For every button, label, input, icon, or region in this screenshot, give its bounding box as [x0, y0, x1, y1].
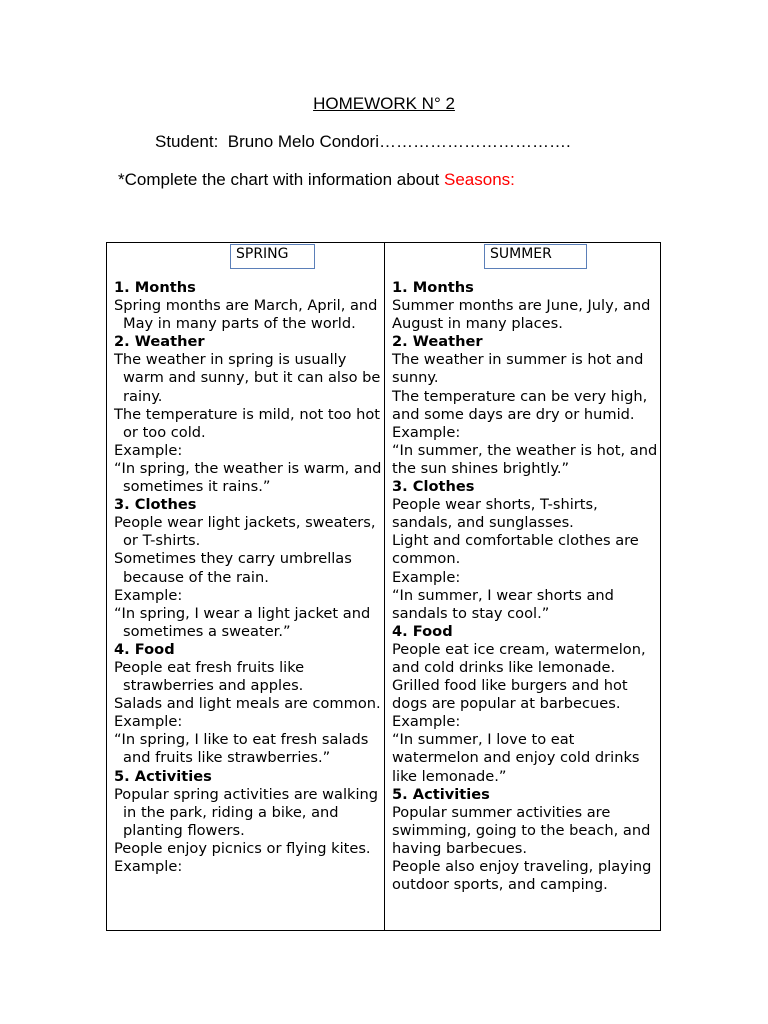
summer-weather-example-label: Example: [392, 423, 461, 441]
summer-activities-text: Popular summer activities are swimming, going to the beach, and having barbecues. [392, 803, 651, 857]
summer-clothes-example: “In summer, I wear shorts and sandals to stay cool.” [392, 586, 614, 622]
summer-months-text: Summer months are June, July, and August in many places. [392, 297, 651, 333]
spring-weather-text2: The temperature is mild, not too hot or too cold. [114, 405, 380, 441]
summer-label: SUMMER [484, 244, 587, 269]
student-name: Bruno Melo Condori [227, 132, 379, 151]
summer-food-text2: Grilled food like burgers and hot dogs are popular at barbecues. [392, 677, 628, 713]
summer-months-head: 1. Months [392, 279, 474, 296]
spring-months-head: 1. Months [114, 279, 196, 296]
spring-clothes-text: People wear light jackets, sweaters, or T-shirts. [114, 514, 376, 550]
summer-content [392, 279, 658, 894]
spring-activities-text: Popular spring activities are walking in the park, riding a bike, and planting flowers. [114, 785, 379, 839]
spring-weather-text: The weather in spring is usually warm and sunny, but it can also be rainy. [114, 351, 381, 405]
spring-column [107, 243, 385, 930]
student-dots: ……………………………. [378, 132, 571, 151]
summer-weather-text: The weather in summer is hot and sunny. [392, 351, 644, 387]
spring-clothes-text2: Sometimes they carry umbrellas because of the rain. [114, 550, 352, 586]
student-label: Student: [155, 132, 219, 151]
spring-activities-example-label: Example: [114, 858, 183, 875]
summer-weather-example: “In summer, the weather is hot, and the sun shines brightly.” [392, 441, 658, 477]
spring-months-text: Spring months are March, April, and May in many parts of the world. [114, 297, 378, 333]
spring-clothes-example: “In spring, I wear a light jacket and sometimes a sweater.” [114, 604, 371, 640]
summer-clothes-text2: Light and comfortable clothes are common. [392, 532, 639, 568]
seasons-chart [106, 242, 661, 931]
spring-food-text: People eat fresh fruits like strawberries and apples. [114, 658, 305, 695]
summer-clothes-example-label: Example: [392, 568, 461, 586]
spring-weather-head: 2. Weather [114, 333, 205, 351]
spring-activities-head: 5. Activities [114, 767, 212, 785]
spring-clothes-example-label: Example: [114, 586, 183, 604]
summer-activities-head: 5. Activities [392, 785, 490, 803]
student-line [155, 132, 571, 152]
spring-food-example-label: Example: [114, 713, 183, 731]
summer-column [385, 243, 660, 930]
summer-weather-text2: The temperature can be very high, and some days are dry or humid. [392, 387, 648, 423]
spring-food-example: “In spring, I like to eat fresh salads and fruits like strawberries.” [114, 731, 369, 767]
summer-food-text: People eat ice cream, watermelon, and cold drinks like lemonade. [392, 640, 646, 676]
spring-clothes-head: 3. Clothes [114, 496, 197, 514]
instruction-text: *Complete the chart with information about [118, 170, 445, 189]
summer-food-example: “In summer, I love to eat watermelon and enjoy cold drinks like lemonade.” [392, 731, 640, 785]
spring-weather-example: “In spring, the weather is warm, and sometimes it rains.” [114, 459, 382, 496]
summer-food-example-label: Example: [392, 713, 461, 731]
summer-weather-head: 2. Weather [392, 333, 483, 351]
spring-weather-example-label: Example: [114, 441, 183, 459]
page-title: HOMEWORK N° 2 [313, 94, 455, 113]
summer-activities-text2: People also enjoy traveling, playing outdoor sports, and camping. [392, 858, 652, 894]
spring-label: SPRING [230, 244, 315, 269]
instruction [118, 170, 515, 190]
spring-food-text2: Salads and light meals are common. [114, 695, 381, 713]
summer-clothes-text: People wear shorts, T-shirts, sandals, and sunglasses. [392, 496, 598, 532]
summer-food-head: 4. Food [392, 622, 453, 640]
spring-activities-text2: People enjoy picnics or flying kites. [114, 839, 371, 857]
instruction-highlight: Seasons: [444, 170, 515, 189]
spring-content [114, 279, 382, 876]
spring-food-head: 4. Food [114, 640, 175, 658]
summer-clothes-head: 3. Clothes [392, 478, 475, 496]
